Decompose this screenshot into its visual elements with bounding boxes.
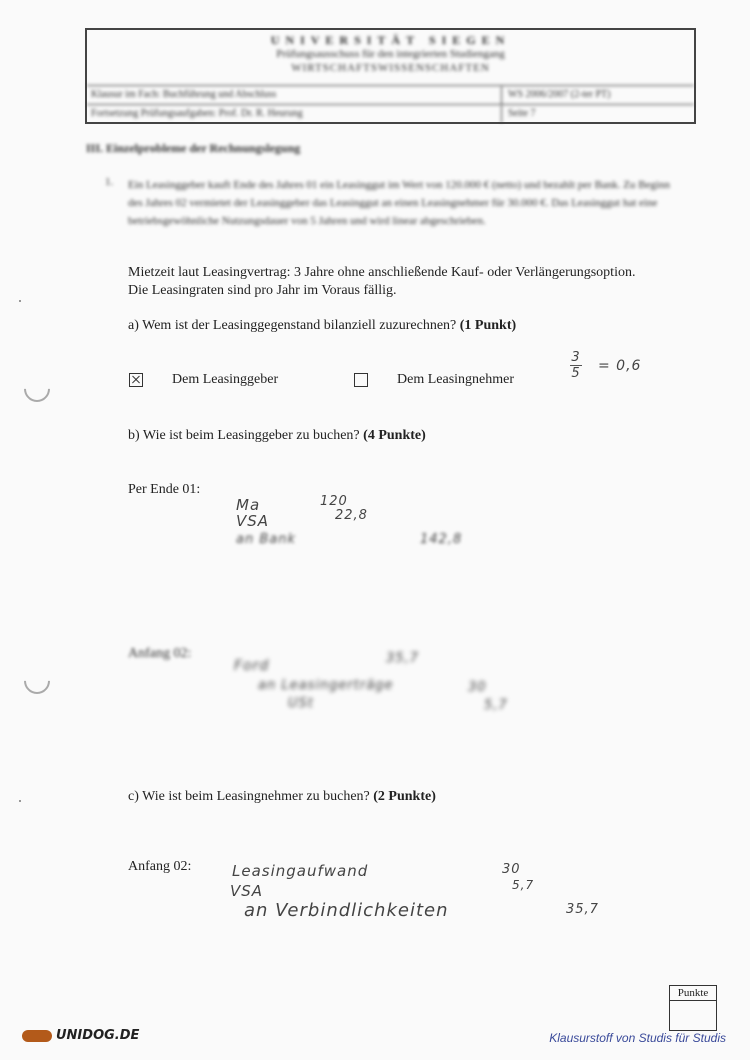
hw-c-value-3: 35,7 [566,902,599,917]
label-anfang-02-b: Anfang 02: [128,646,192,661]
question-a-points: (1 Punkt) [459,318,517,333]
question-c-text: c) Wie ist beim Leasingnehmer zu buchen? [128,789,370,804]
footer-slogan: Klausurstoff von Studis für Studis [549,1031,726,1045]
logo-text: UNIDOG.DE [56,1028,140,1043]
punch-hole [19,371,56,408]
hw-c-account-1: Leasingaufwand [232,862,369,880]
label-anfang-02-c: Anfang 02: [128,859,192,874]
question-c-points: (2 Punkte) [373,789,436,804]
hw-b2-account-3: USt [288,696,314,711]
fraction-result: = 0,6 [598,358,642,374]
checkbox-leasingnehmer[interactable] [354,373,368,387]
faculty-name: WIRTSCHAFTSWISSENSCHAFTEN [291,62,490,74]
label-per-ende-01: Per Ende 01: [128,482,201,497]
hw-b1-value-1: 120 [320,494,348,509]
task-text: Ein Leasinggeber kauft Ende des Jahres 01 ein Leasinggut im Wert von 120.000 € (netto) und bezahlt per Bank. Zu Beginn des Jahres 02 vermietet der Leasinggeber das Leasinggut an einen Leasingnehmer für 30.000 €. Das Leasinggut hat eine betriebsgewöhnliche Nutzungsdauer von 5 Jahren und wird linear abgeschrieben. [128,179,671,227]
hw-c-account-3: an Verbindlichkeiten [244,900,449,921]
exam-semester: WS 2006/2007 (2-ter PT) [508,89,611,100]
option-leasinggeber-label: Dem Leasinggeber [172,372,279,387]
hw-b1-value-2: 22,8 [335,508,368,523]
unidog-logo [22,1028,139,1043]
task-number: 1. [105,176,114,188]
hw-b1-account-1: Ma [236,496,261,514]
points-label: Punkte [670,986,716,1001]
exam-header [85,28,696,124]
hw-b1-account-3: an Bank [236,532,296,547]
question-a-text: a) Wem ist der Leasinggegenstand bilanziell zuzurechnen? [128,318,457,333]
question-c [128,789,436,805]
option-leasingnehmer-label: Dem Leasingnehmer [397,372,515,387]
margin-mark [19,300,21,302]
handwritten-fraction [570,350,582,381]
hw-c-value-1: 30 [502,862,521,877]
hw-b1-value-3: 142,8 [420,532,463,547]
hw-c-value-2: 5,7 [512,878,535,892]
hw-b1-account-2: VSA [236,512,270,530]
exam-subject: Klausur im Fach: Buchführung und Abschluss [87,86,502,104]
question-b-points: (4 Punkte) [363,428,426,443]
hw-b2-account-1: Ford [234,658,270,674]
hw-b2-value-2: 30 [468,680,487,695]
question-b-text: b) Wie ist beim Leasinggeber zu buchen? [128,428,360,443]
section-title: III. Einzelprobleme der Rechnungslegung [86,141,301,155]
university-name: UNIVERSITÄT SIEGEN [270,33,511,47]
page-number: Seite 7 [508,108,536,119]
fraction-numerator: 3 [571,350,581,365]
checkbox-leasinggeber[interactable] [129,373,143,387]
hw-c-account-2: VSA [230,882,264,900]
points-box [669,985,717,1031]
margin-mark [19,800,21,802]
lease-terms-line-2: Die Leasingraten sind pro Jahr im Voraus fällig. [128,283,397,298]
lease-terms [128,264,708,300]
dog-logo-icon [22,1030,52,1042]
hw-b2-account-2: an Leasingerträge [258,678,394,693]
hw-b2-value-3: 5,7 [484,698,508,713]
fraction-denominator: 5 [571,366,581,381]
examiner: Fortsetzung Prüfungsaufgaben: Prof. Dr. R. Heurung [87,105,502,123]
question-a [128,318,516,334]
question-b [128,428,426,444]
hw-b2-value-1: 35,7 [386,651,419,666]
lease-terms-line-1: Mietzeit laut Leasingvertrag: 3 Jahre ohne anschließende Kauf- oder Verlängerungsoption. [128,265,636,280]
committee-name: Prüfungsausschuss für den integrierten Studiengang [276,48,505,60]
punch-hole [19,663,56,700]
